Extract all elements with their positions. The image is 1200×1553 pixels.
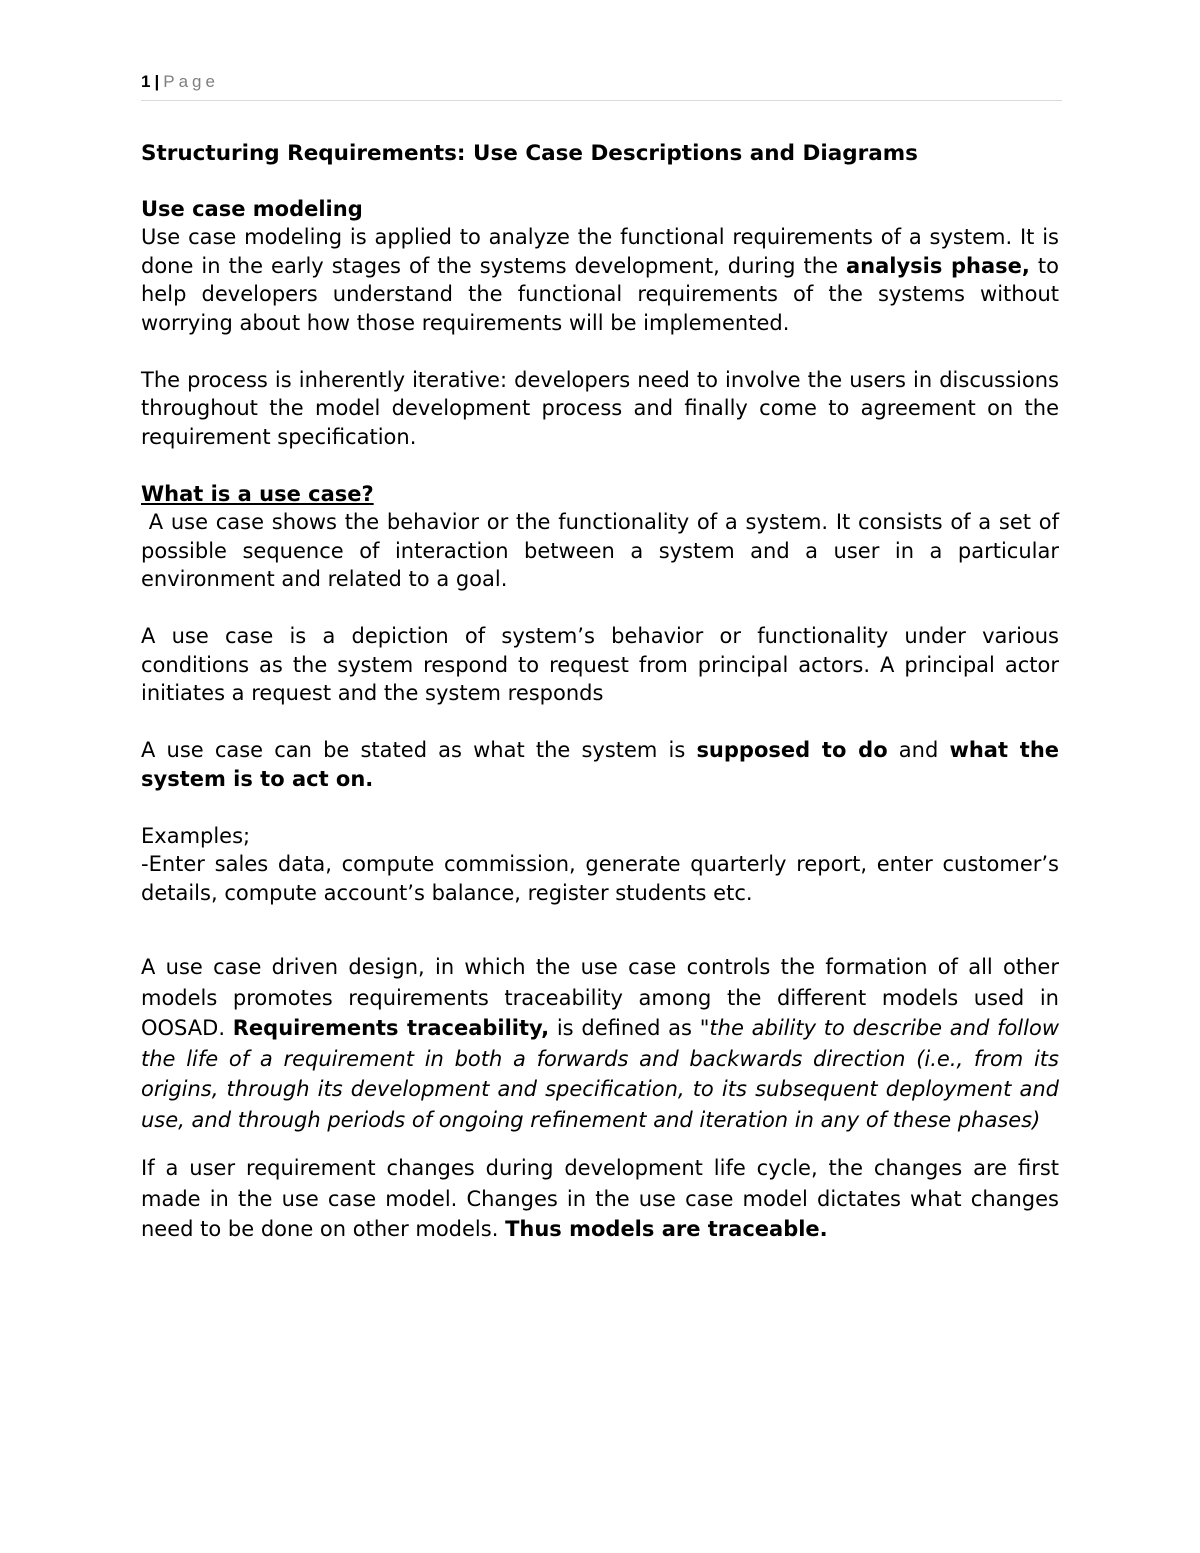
paragraph-iterative-process: The process is inherently iterative: developers need to involve the users in discussions throughout the model development process and finally come to agreement on the requirement specification. [141,367,1059,449]
text-run: is defined as " [549,1016,710,1040]
text-run: A use case can be stated as what the system is [141,738,697,762]
section-heading-use-case-modeling: Use case modeling [141,196,363,221]
italic-quote: the ability to describe and follow the life of a requirement in both a forwards and backwards direction (i.e., from its origins, through its development and specification, to its subsequent deployment and use, and through periods of ongoing refinement and iteration in any of these phases) [141,1016,1060,1132]
text-run: A use case driven design, in which the use case controls the formation of all other models promotes requirements traceability among the different models used in OOSAD. [141,955,1059,1040]
document-title: Structuring Requirements: Use Case Descriptions and Diagrams [141,141,918,166]
paragraph-use-case-modeling [141,223,1059,337]
section-heading-what-is-use-case: What is a use case? [141,481,374,506]
paragraph-use-case-driven-design [141,952,1059,1135]
paragraph-traceable-models [141,1153,1059,1245]
text-run: to help developers understand the functional requirements of the systems without worrying about how those requirements will be implemented. [141,253,1059,335]
page-label: Page [163,72,219,91]
page-number: 1 [141,72,151,91]
paragraph-use-case-definition: A use case shows the behavior or the functionality of a system. It consists of a set of possible sequence of interaction between a system and a user in a particular environment and related to a goal. [141,510,1066,591]
bold-run: Thus models are traceable. [505,1217,828,1241]
text-run: and [887,738,950,762]
bold-run: analysis phase, [846,253,1030,278]
paragraph-use-case-stated [141,736,1059,793]
text-run: Use case modeling is applied to analyze the functional requirements of a system. It is done in the early stages of the systems development, during the [141,225,1059,278]
bold-run: supposed to do [696,738,888,762]
bold-run: Requirements traceability, [232,1016,550,1040]
page-header [141,72,1062,101]
header-separator: | [154,72,160,91]
examples-label: Examples; [141,823,251,848]
examples-list: -Enter sales data, compute commission, generate quarterly report, enter customer’s details, compute account’s balance, register students etc. [141,852,1059,905]
paragraph-use-case-depiction: A use case is a depiction of system’s behavior or functionality under various conditions as the system respond to request from principal actors. A principal actor initiates a request and the system responds [141,624,1059,705]
bold-run: what the system is to act on. [141,738,1060,791]
document-body [141,140,1066,1245]
text-run: If a user requirement changes during development life cycle, the changes are first made in the use case model. Changes in the use case model dictates what changes need to be done on other models. [141,1156,1059,1241]
